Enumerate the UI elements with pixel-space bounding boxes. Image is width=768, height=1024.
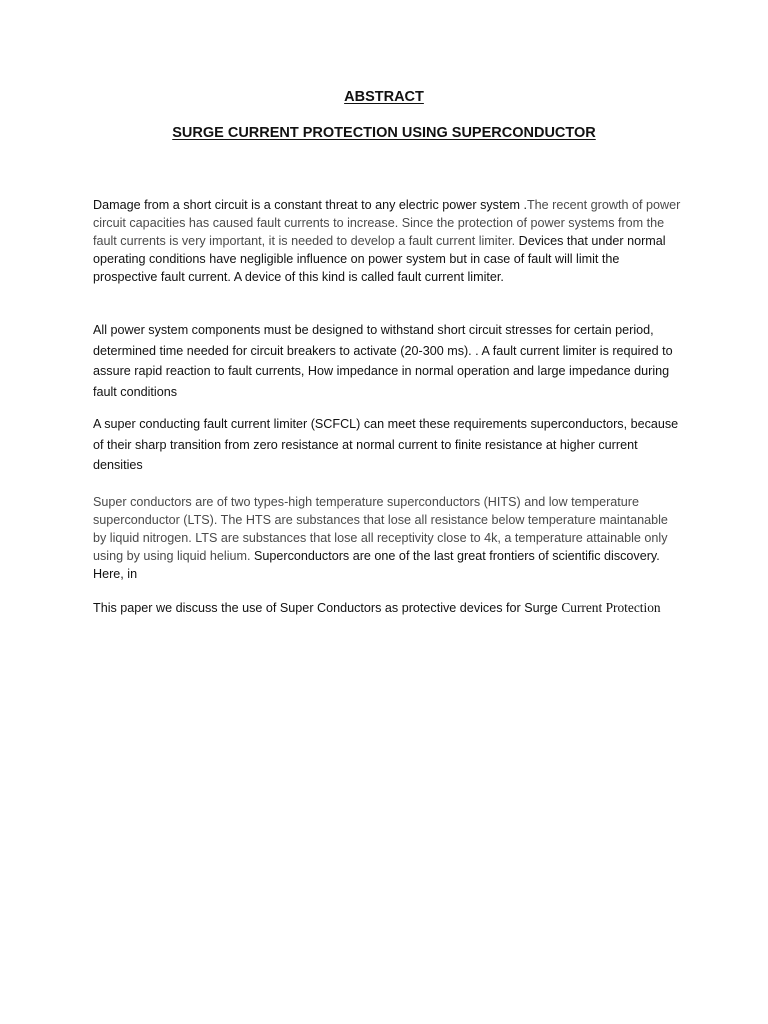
paragraph-1-sentence-2: The recent growth of power circuit capacities has caused fault currents to increase. Since the protection of power systems from the fault currents is very important, it is needed to develop a fault current limiter. [93, 198, 681, 248]
paragraph-5-sentence-2: Current Protection [561, 600, 661, 615]
paragraph-2: All power system components must be designed to withstand short circuit stresses for certain period, determined time needed for circuit breakers to activate (20-300 ms). . A fault current limiter is required to assure rapid reaction to fault currents, How impedance in normal operation and large impedance during fault conditions [93, 323, 673, 399]
paragraph-1-sentence-1: Damage from a short circuit is a constant threat to any electric power system . [93, 198, 527, 212]
paragraph-4-sentence-2: Superconductors are one of the last great frontiers of scientific discovery. Here, in [93, 549, 660, 581]
paper-title: SURGE CURRENT PROTECTION USING SUPERCONDUCTOR [172, 125, 596, 141]
paragraph-1-sentence-3: Devices that under normal operating conditions have negligible influence on power system but in case of fault will limit the prospective fault current. A device of this kind is called fault current limiter. [93, 234, 666, 284]
paragraph-4 [93, 493, 683, 583]
paragraph-5-sentence-1: This paper we discuss the use of Super Conductors as protective devices for Surge [93, 601, 562, 615]
paragraph-3: A super conducting fault current limiter (SCFCL) can meet these requirements superconductors, because of their sharp transition from zero resistance at normal current to finite resistance at higher current densities [93, 417, 679, 472]
paragraph-4-sentence-1: Super conductors are of two types-high temperature superconductors (HITS) and low temperature superconductor (LTS). The HTS are substances that lose all resistance below temperature maintanable by liquid nitrogen. LTS are substances that lose all receptivity close to 4k, a temperature attainable only using by using liquid helium. [93, 495, 668, 563]
abstract-heading: ABSTRACT [344, 89, 424, 105]
paragraph-5 [93, 599, 683, 617]
paragraph-1 [93, 196, 683, 286]
